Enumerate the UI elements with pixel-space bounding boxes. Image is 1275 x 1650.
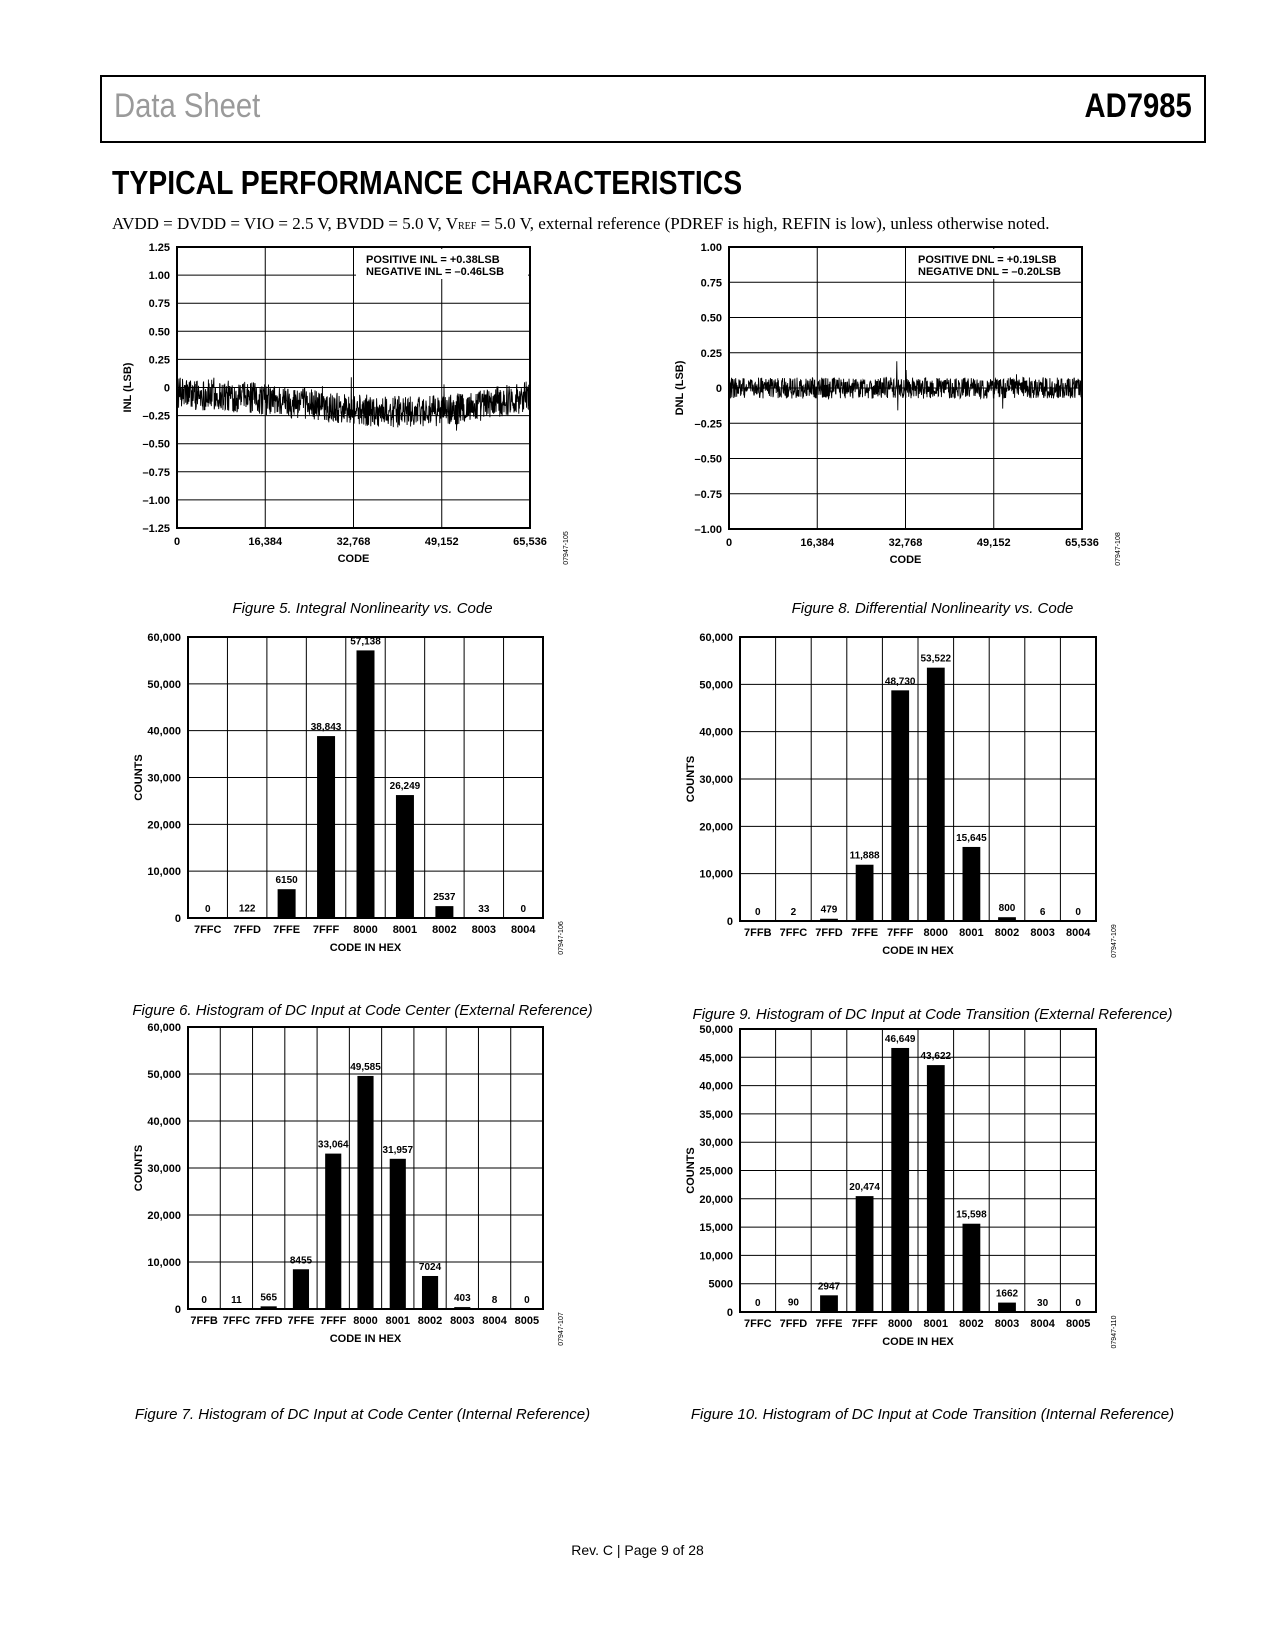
x-tick-label: 7FFB (744, 927, 772, 939)
y-tick-label: 0 (174, 1304, 181, 1316)
bar (891, 1048, 909, 1312)
x-tick-label: 7FFE (851, 927, 879, 939)
bar (454, 1307, 470, 1309)
section-title: TYPICAL PERFORMANCE CHARACTERISTICS (112, 164, 743, 201)
y-axis-title: COUNTS (685, 755, 697, 803)
y-tick-label: –0.50 (142, 438, 170, 451)
figure-7-histogram (115, 1022, 605, 1407)
y-tick-label: –1.25 (142, 523, 170, 535)
bar-value-label: 15,645 (956, 832, 987, 844)
header-part-number: AD7985 (1084, 87, 1192, 125)
x-tick-label: 7FFF (320, 1315, 347, 1327)
y-tick-label: 20,000 (147, 819, 181, 832)
bar-value-label: 0 (1075, 1298, 1081, 1309)
figure-9-histogram (685, 632, 1175, 1007)
header-doc-type: Data Sheet (114, 87, 261, 125)
y-tick-label: 30,000 (147, 772, 181, 785)
bar (357, 1076, 373, 1309)
y-tick-label: 20,000 (147, 1210, 181, 1222)
y-tick-label: 60,000 (699, 632, 733, 644)
y-tick-label: 50,000 (147, 1069, 181, 1081)
x-tick-label: 8002 (432, 924, 457, 936)
bar-value-label: 0 (755, 907, 761, 918)
bar-value-label: 6 (1039, 906, 1046, 918)
test-conditions (112, 214, 1050, 234)
bar-value-label: 90 (787, 1297, 799, 1309)
page-header (100, 75, 1206, 143)
page-footer: Rev. C | Page 9 of 28 (571, 1542, 704, 1558)
figure-code-id: 07947-105 (563, 531, 570, 565)
x-axis-title: CODE IN HEX (329, 1333, 402, 1345)
y-tick-label: 25,000 (699, 1165, 733, 1178)
x-tick-label: 8003 (1030, 927, 1055, 939)
bar-value-label: 43,622 (920, 1051, 952, 1063)
x-tick-label: 8000 (923, 927, 949, 939)
bar-value-label: 15,598 (956, 1209, 987, 1221)
bar (820, 1295, 838, 1312)
bar-value-label: 33,064 (317, 1139, 349, 1151)
figure-8-caption: Figure 8. Differential Nonlinearity vs. Code (791, 600, 1074, 617)
bar-value-label: 20,474 (849, 1182, 880, 1194)
y-tick-label: –0.25 (142, 410, 170, 423)
y-tick-label: 0 (715, 383, 722, 395)
bar (396, 795, 414, 918)
bar-value-label: 46,649 (884, 1033, 916, 1045)
y-tick-label: 0.25 (700, 347, 722, 360)
y-tick-label: 20,000 (699, 821, 733, 834)
bar-value-label: 7024 (418, 1261, 442, 1273)
y-tick-label: 20,000 (699, 1193, 733, 1206)
bar-value-label: 1662 (995, 1288, 1019, 1300)
y-tick-label: 15,000 (699, 1222, 733, 1235)
x-tick-label: 8003 (994, 1318, 1020, 1330)
bar (325, 1154, 341, 1309)
x-tick-label: 7FFF (312, 924, 340, 936)
figure-code-id: 07947-109 (1111, 924, 1118, 958)
y-tick-label: 1.00 (700, 242, 722, 254)
bar (820, 919, 838, 921)
bar-value-label: 26,249 (389, 781, 421, 793)
y-tick-label: –1.00 (142, 494, 170, 507)
y-tick-label: –0.25 (694, 418, 722, 431)
annotation-positive: POSITIVE INL = +0.38LSB (366, 254, 500, 266)
y-tick-label: 0 (163, 382, 170, 395)
x-tick-label: 32,768 (888, 537, 923, 549)
figure-6-caption: Figure 6. Histogram of DC Input at Code Center (External Reference) (132, 1002, 593, 1019)
bar-value-label: 53,522 (920, 653, 952, 665)
bar-value-label: 2947 (817, 1281, 841, 1293)
bar (785, 1311, 803, 1312)
x-tick-label: 8005 (514, 1315, 540, 1327)
x-tick-label: 0 (173, 536, 181, 548)
x-tick-label: 8004 (482, 1315, 507, 1327)
bar-value-label: 2 (790, 906, 797, 918)
y-tick-label: 0.50 (148, 326, 170, 339)
y-tick-label: –0.50 (694, 453, 722, 466)
figure-code-id: 07947-108 (1115, 532, 1122, 566)
y-tick-label: 60,000 (147, 632, 181, 644)
y-tick-label: 50,000 (699, 679, 733, 692)
bar-value-label: 122 (238, 903, 256, 915)
bar (927, 668, 945, 921)
y-tick-label: 40,000 (147, 1116, 181, 1128)
y-tick-label: 40,000 (699, 1080, 733, 1093)
x-tick-label: 16,384 (248, 536, 283, 548)
bar-value-label: 0 (524, 1295, 530, 1306)
x-tick-label: 8000 (353, 924, 378, 936)
x-tick-label: 8002 (417, 1315, 443, 1327)
figure-5-caption: Figure 5. Integral Nonlinearity vs. Code (232, 600, 493, 617)
figure-code-id: 07947-110 (1111, 1315, 1118, 1349)
conditions-pre: AVDD = DVDD = VIO = 2.5 V, BVDD = 5.0 V, V (112, 214, 458, 233)
bar (238, 917, 256, 918)
y-tick-label: 10,000 (699, 1250, 733, 1263)
annotation-negative: NEGATIVE INL = –0.46LSB (366, 266, 505, 278)
x-tick-label: 7FFC (744, 1318, 772, 1330)
y-tick-label: 50,000 (699, 1024, 733, 1036)
bar-value-label: 38,843 (310, 722, 342, 734)
y-tick-label: 5000 (708, 1278, 733, 1291)
bar-value-label: 6150 (275, 875, 298, 887)
bar (998, 917, 1016, 921)
y-tick-label: 0 (174, 913, 181, 925)
y-axis-title: COUNTS (133, 1144, 145, 1192)
x-tick-label: 7FFD (233, 924, 261, 936)
annotation-negative: NEGATIVE DNL = –0.20LSB (918, 266, 1061, 278)
x-tick-label: 8001 (959, 927, 984, 939)
bar (278, 889, 296, 918)
figure-10-caption: Figure 10. Histogram of DC Input at Code Transition (Internal Reference) (690, 1406, 1175, 1423)
figure-6-histogram (115, 632, 605, 1003)
x-axis-title: CODE (337, 553, 370, 565)
y-tick-label: 30,000 (699, 1137, 733, 1150)
x-tick-label: 8005 (1065, 1318, 1091, 1330)
bar (856, 1196, 874, 1312)
y-tick-label: 30,000 (147, 1163, 181, 1175)
x-tick-label: 7FFE (287, 1315, 315, 1327)
x-tick-label: 7FFC (193, 924, 222, 936)
x-tick-label: 7FFB (190, 1315, 218, 1327)
x-tick-label: 7FFF (887, 927, 914, 939)
y-tick-label: 35,000 (699, 1108, 733, 1121)
bar-value-label: 800 (998, 903, 1016, 915)
x-tick-label: 49,152 (424, 536, 459, 548)
bar (927, 1065, 945, 1312)
x-axis-title: CODE IN HEX (882, 945, 954, 957)
y-tick-label: 45,000 (699, 1052, 733, 1065)
x-tick-label: 8002 (994, 927, 1020, 939)
y-tick-label: 60,000 (147, 1022, 181, 1034)
bar-value-label: 31,957 (382, 1144, 414, 1156)
x-tick-label: 8004 (511, 924, 536, 936)
y-tick-label: 0.75 (148, 298, 170, 311)
x-tick-label: 8004 (1030, 1318, 1055, 1330)
y-tick-label: 0 (726, 1307, 733, 1319)
bar-value-label: 2537 (433, 892, 456, 904)
x-tick-label: 0 (725, 537, 733, 549)
y-tick-label: 0 (726, 916, 733, 928)
x-tick-label: 7FFF (851, 1318, 878, 1330)
bar-value-label: 0 (755, 1298, 761, 1309)
y-tick-label: –0.75 (142, 466, 170, 479)
x-tick-label: 7FFC (222, 1315, 251, 1327)
x-tick-label: 32,768 (336, 536, 371, 548)
y-tick-label: 0.50 (700, 312, 722, 325)
x-tick-label: 65,536 (1065, 537, 1099, 549)
y-axis-title: COUNTS (685, 1147, 697, 1194)
y-tick-label: 10,000 (147, 1257, 181, 1269)
x-tick-label: 8001 (385, 1315, 411, 1327)
y-tick-label: 50,000 (147, 678, 181, 691)
y-tick-label: 10,000 (699, 868, 733, 881)
y-tick-label: 10,000 (147, 866, 181, 879)
bar (435, 906, 453, 918)
bar-value-label: 0 (201, 1295, 207, 1306)
bar (963, 847, 981, 921)
bar (317, 736, 335, 918)
bar-value-label: 0 (520, 904, 527, 915)
x-axis-title: CODE (889, 554, 922, 566)
x-axis-title: CODE IN HEX (329, 942, 402, 954)
x-tick-label: 8000 (353, 1315, 378, 1327)
x-tick-label: 8002 (959, 1318, 984, 1330)
y-tick-label: 1.00 (148, 270, 170, 283)
bar (261, 1306, 277, 1309)
bar-value-label: 33 (478, 903, 490, 915)
bar-value-label: 11 (231, 1294, 242, 1306)
x-tick-label: 7FFD (779, 1318, 808, 1330)
y-tick-label: 40,000 (699, 726, 733, 739)
figure-8-dnl-chart (674, 242, 1165, 595)
bar-value-label: 403 (453, 1293, 471, 1305)
y-axis-title: COUNTS (133, 754, 145, 801)
bar-value-label: 49,585 (350, 1061, 381, 1073)
y-tick-label: 1.25 (148, 242, 170, 254)
bar-value-label: 57,138 (350, 636, 381, 648)
y-tick-label: 0.25 (148, 354, 170, 367)
figure-code-id: 07947-107 (558, 1312, 565, 1346)
figure-9-caption: Figure 9. Histogram of DC Input at Code Transition (External Reference) (692, 1006, 1173, 1023)
x-tick-label: 8001 (923, 1318, 949, 1330)
y-axis-title: INL (LSB) (122, 362, 134, 413)
conditions-post: = 5.0 V, external reference (PDREF is high, REFIN is low), unless otherwise noted. (476, 214, 1050, 233)
x-tick-label: 8000 (887, 1318, 913, 1330)
figure-10-histogram (685, 1024, 1175, 1407)
bar-value-label: 479 (820, 904, 838, 916)
x-tick-label: 7FFD (815, 927, 843, 939)
conditions-sub: REF (457, 221, 477, 232)
bar-value-label: 8455 (289, 1255, 313, 1267)
bar (357, 650, 375, 918)
x-tick-label: 49,152 (976, 537, 1011, 549)
bar-value-label: 0 (1075, 907, 1081, 918)
x-tick-label: 16,384 (800, 537, 835, 549)
bar (891, 690, 909, 921)
x-axis-title: CODE IN HEX (882, 1336, 954, 1348)
x-tick-label: 8003 (471, 924, 497, 936)
bar-value-label: 0 (204, 904, 211, 915)
y-tick-label: 0.75 (700, 277, 722, 290)
x-tick-label: 8003 (450, 1315, 475, 1327)
bar-value-label: 565 (260, 1292, 278, 1304)
x-tick-label: 7FFD (254, 1315, 283, 1327)
x-tick-label: 7FFE (273, 924, 301, 936)
x-tick-label: 7FFE (815, 1318, 843, 1330)
figure-7-caption: Figure 7. Histogram of DC Input at Code Center (Internal Reference) (134, 1406, 591, 1423)
figure-5-inl-chart (115, 242, 595, 595)
y-tick-label: –0.75 (694, 488, 722, 501)
y-tick-label: 40,000 (147, 725, 181, 738)
bar (293, 1269, 309, 1309)
bar (390, 1159, 406, 1309)
x-tick-label: 8001 (392, 924, 418, 936)
bar-value-label: 8 (491, 1294, 498, 1306)
y-tick-label: –1.00 (694, 524, 722, 536)
bar-value-label: 48,730 (884, 676, 916, 688)
bar-value-label: 30 (1037, 1297, 1049, 1309)
figure-code-id: 07947-106 (558, 921, 565, 955)
bar-value-label: 11,888 (849, 850, 880, 862)
annotation-positive: POSITIVE DNL = +0.19LSB (918, 254, 1057, 266)
x-tick-label: 65,536 (513, 536, 547, 548)
y-tick-label: 30,000 (699, 774, 733, 786)
bar (963, 1224, 981, 1312)
x-tick-label: 7FFC (779, 927, 808, 939)
bar (998, 1303, 1016, 1312)
bar (422, 1276, 438, 1309)
x-tick-label: 8004 (1065, 927, 1091, 939)
y-axis-title: DNL (LSB) (674, 360, 686, 416)
bar (856, 865, 874, 921)
